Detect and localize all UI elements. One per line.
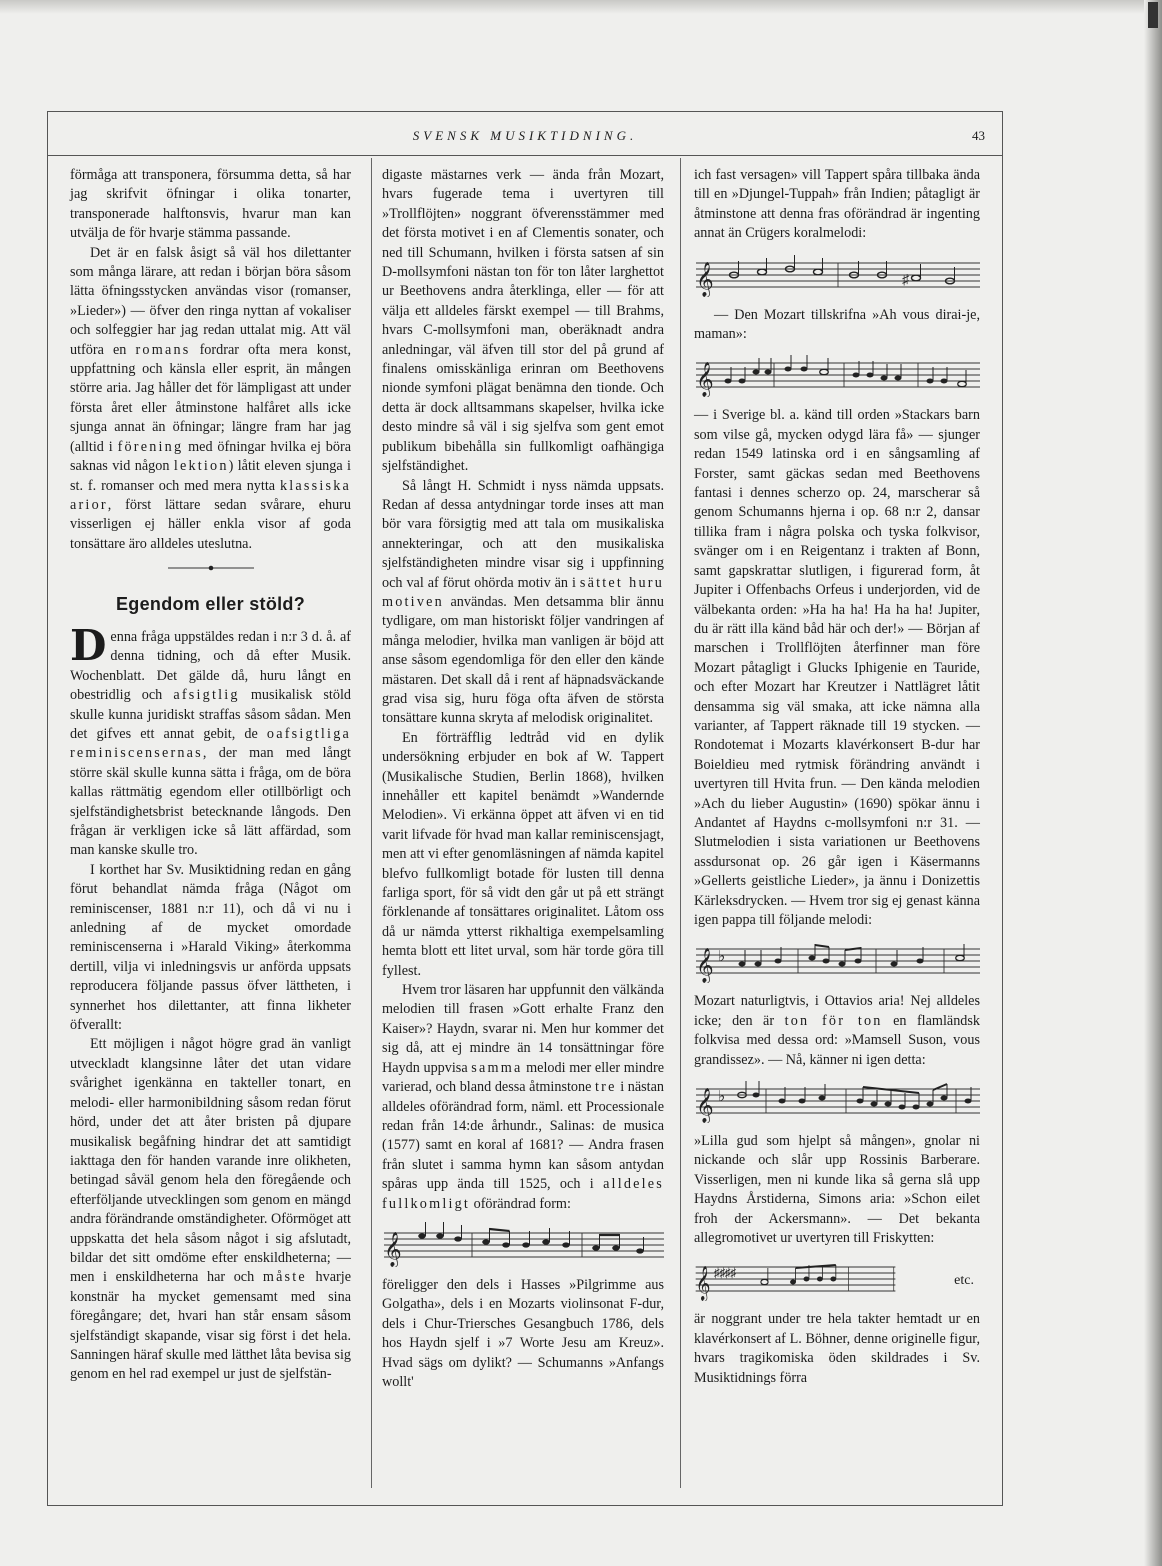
column-rule-2 [680, 158, 681, 1488]
paragraph [382, 477, 664, 729]
svg-text:♯♯♯♯: ♯♯♯♯ [714, 1265, 736, 1281]
column-3 [694, 166, 980, 1388]
running-header [47, 124, 1003, 156]
text: Hvem tror läsaren har uppfunnit den välkända melodien till frasen »Gott erhalte Franz den Kaiser»? Haydn, svarar ni. Men hur kommer det sig då, att ej mindre än 14 tonsättningar före Haydn uppvisa [382, 982, 664, 1076]
text: , der man med långt större skäl skulle kunna sätta i fråga, om de böra kallas rättmätig egendom eller otillbörligt och sjelfständighetsbrist betecknande långods. Den frågan är verkligen icke så lätt affärdad, som man kanske skulle tro. [70, 745, 351, 859]
journal-title: SVENSK MUSIKTIDNING. [412, 128, 638, 143]
paragraph: förmåga att transponera, försumma detta, så har jag skrifvit öfningar i olika tonarter, transponerade halftonsvis, hvarur man kan utvälja de för hvarje stämma passande. [70, 167, 351, 242]
drop-cap: D [70, 620, 107, 670]
text: hvarje konstnär ha mycket gemensamt med sina föregångare; det, hvari han står ensam såsom sjelfständigt skapande, visar sig först i det hela. Sanningen häraf skulle med lätthet låta bevisa sig genom en hel rad exempel ur just de sjelfstän- [70, 1269, 351, 1383]
spaced-text: ton för ton [784, 1012, 883, 1029]
paragraph: föreligger den dels i Hasses »Pilgrimme aus Golgatha», dels i en Mozarts violinsonat F-dur, dels i Chur-Triersches Gesangbuch 1786, dels hos Haydn sjelf i »7 Worte Jesu am Kreuz». Hvad sägs om dylikt? — Schumanns »Anfangs wollt' [382, 1276, 664, 1390]
text: , först lättare sedan svårare, ehuru visserligen ej häller enkla visor af goda tonsättare äro alldeles uteslutna. [70, 496, 351, 552]
paragraph [70, 244, 351, 555]
section-divider-ornament [70, 559, 351, 578]
paragraph: — i Sverige bl. a. känd till orden »Stackars barn som vilse gå, mycken odygd lära få» — sjunger redan 1549 latinska ord i en sångsamling af Forster, samt gäckas sedan med Beethovens fantasi i dennes scherzo op. 24, marscherar så genom Schumanns hjerna i op. 68 n:r 2, dansar tillika fram i några polska och tyska folkvisor, svänger om i en Reigentanz i trakten af Bonn, samt gapskrattar slutligen, i figurerad form, åt Jupiter i Offenbachs Orfeus i underjorden, vid de välbekanta orden: »Ha ha ha! Ha ha ha! Jupiter, du är rätt illa känd båd här och der!» — Början af marschen i Trollflöjten återfinner man före Mozart påtagligt i Glucks Iphigenie en Tauride, och efter Mozart har Kreutzer i Nattlägret låtit densamma sig väl smaka, att icke nämna alla varianter, af Tappert räknade till 19 stycken. — Rondotemat i Mozarts klavérkonsert B-dur har Boieldieu med rytmisk förändring användt i uvertyren till Hvita frun. — Den kända melodien »Ach du lieber Augustin» (1690) spökar ännu i Andantet af Haydns c-mollsymfoni n:r 31. — Slutmelodien i sista variationen ur Beethovens assdursonat op. 26 går igen i Käsermanns »Gellerts geistliche Lieder», ja ännu i Donizettis Kärleksdrycken. — Hvem tror sig ej genast känna igen pappa till följande melodi: [694, 407, 980, 928]
spaced-text: måste [262, 1269, 307, 1286]
text: musikalisk stöld skulle kunna juridiskt straffas såsom sådan. Men det gifves ett annat gebit, de [70, 687, 351, 742]
text: oförändrad form: [470, 1195, 571, 1212]
spaced-text: sättet huru motiven [382, 574, 664, 610]
paragraph: — Den Mozart tillskrifna »Ah vous dirai-je, maman»: [694, 306, 980, 343]
page-top-edge [0, 0, 1162, 14]
spaced-text: samma [471, 1059, 523, 1076]
music-staff-example [694, 937, 980, 983]
svg-text:♯: ♯ [902, 272, 909, 288]
music-staff-example [694, 251, 980, 297]
svg-text:𝄞: 𝄞 [696, 363, 714, 397]
etc-label: etc. [954, 1273, 974, 1289]
column-1 [70, 166, 351, 1385]
paragraph: »Lilla gud som hjelpt så mången», gnolar ni nickande och slår upp Rossinis Barberare. Visserligen, men ni kunde lika så gerna slå upp Haydns Årstiderna, Simons aria: »Schon eilet froh der Ackersmann». — Det bekanta allegromotivet ur uvertyren till Friskytten: [694, 1133, 980, 1247]
page-binding-edge [1144, 0, 1162, 1566]
spaced-text: tre [595, 1079, 617, 1096]
column-2 [382, 166, 664, 1392]
text: Ett möjligen i något högre grad än vanligt utveckladt klangsinne låter det utan vidare svårighet igenkänna en takteller tonart, en melodi- eller harmonibildning såsom redan förut hörd, under det att åter bristen på djupare musikalisk begåfning hindrar det att samtidigt iakttaga den för handen varande inre olikheten, betingad såväl genom hela den föregående och efterföljande utvecklingen som genom en mängd andra förändrande omständigheter. Oförmöget att uppskatta det hela såsom något i sig afslutadt, bildar det sitt omdöme efter enskildheterna; — men i enskildheterna har och [70, 1036, 351, 1286]
text: Det är en falsk åsigt så väl hos dilettanter som många lärare, att redan i början böra såsom lätta öfningsstycken användas visor (romanser, »Lieder») — öfver den ringa nyttan af vokaliser och solfeggier har jag redan uttalat mig. Att väl utföra en [70, 244, 351, 358]
spaced-text: oafsigtliga reminiscensernas [70, 725, 351, 762]
spaced-text: alldeles fullkomligt [382, 1176, 664, 1212]
spaced-text: afsigtlig [173, 687, 240, 704]
spaced-text: lektion [173, 458, 229, 475]
corner-mark [1148, 2, 1158, 28]
section-title: Egendom eller stöld? [115, 593, 306, 614]
paragraph [70, 620, 351, 861]
paragraph [694, 992, 980, 1070]
svg-text:𝄞: 𝄞 [384, 1232, 402, 1266]
svg-text:𝄞: 𝄞 [696, 1089, 714, 1123]
music-staff-example [694, 1255, 980, 1301]
paragraph [70, 1035, 351, 1384]
text: melodi mer eller mindre varierad, och bland dessa åtminstone [382, 1059, 664, 1096]
text: enna fråga uppstäldes redan i n:r 3 d. å. af denna tidning, och då efter Musik. Wochenblatt. Det gälde då, huru långt en obestridlig och [70, 628, 351, 704]
paragraph: En förträfflig ledtråd vid en dylik undersökning erbjuder en bok af W. Tappert (Musikalische Studien, Berlin 1868), hvilken innehåller ett kapitel benämdt »Wandernde Melodien». Vi erkänna öppet att äfven vi en tid varit lifvade för hvad man kallar reminiscensjagt, men att vi efter genomläsningen af nämda kapitel blefvo fullkomligt botade för lusten till denna farliga sport, för så vidt den går ut på ett strängt förklenande af tonsättares originalitet. Låtom oss då ur nämda ytterst rikhaltiga exempelsamling hemta blott ett litet urval, som här torde göra till fyllest. [382, 729, 664, 979]
header-rule [47, 155, 1003, 156]
paragraph: ich fast versagen» vill Tappert spåra tillbaka ända till en »Djungel-Tuppah» från Indien; påtagligt är åtminstone att denna fras oförändrad är ingenting annat än Crügers koralmelodi: [694, 167, 980, 242]
text: fordrar ofta mera konst, uppfattning och känsla eller esprit, än mången större aria. Jag håller det för lämpligast att under första året eller åtminstone halfåret alls icke sjunga annat än öfningar; längre fram har jag (alltid i [70, 341, 351, 455]
music-staff-example [382, 1221, 664, 1267]
svg-text:𝄞: 𝄞 [695, 1266, 711, 1300]
text: en flamländsk folkvisa med dessa ord: »Mamsell Suson, vous grandissez». — Nå, känner ni igen detta: [694, 1012, 981, 1068]
svg-text:𝄞: 𝄞 [696, 949, 714, 983]
text: Så långt H. Schmidt i nyss nämda uppsats. Redan af dessa antydningar torde inses att man bör vara försigtig med att tala om musikaliska annekteringar, och att den musikaliska sjelfständigheten mindre visar sig i uppfinning och val af förut ohörda motiv än i [382, 477, 664, 591]
paragraph: är noggrant under tre hela takter hemtadt ur en klavérkonsert af L. Böhner, denne originelle figur, hvars tragikomiska öden skildrades i Sv. Musiktidnings förra [694, 1311, 980, 1386]
text: ) låtit eleven sjunga i st. f. romanser och med mera nytta [70, 458, 351, 494]
text: användas. Men detsamma blir ännu tydligare, om man historiskt följer vandringen af många melodier, hvilka man vanligen är böjd att anse såsom egendomliga för den eller den kände mästaren. Det skall då i rent af häpnadsväckande grad visa sig, huru föga ofta äfven de största tonsättare kunna skryta af melodisk originalitet. [382, 593, 664, 727]
music-staff-example [694, 351, 980, 397]
text: Mozart naturligtvis, i Ottavios aria! Nej alldeles icke; den är [694, 993, 980, 1029]
svg-text:♭: ♭ [718, 949, 726, 966]
paragraph: digaste mästarnes verk — ända från Mozart, hvars fugerade tema i uvertyren till »Trollflöjten» noggrant öfverensstämmer med det första motivet i en af Clementis sonater, och ned till Schumann, hvilken i första satsen af sin D-mollsymfoni nästan ton för ton låter larghettot ur Beethovens andra återklinga, eller — för att välja ett alldeles färskt exempel — till Brahms, hvars C-mollsymfoni man, oberäknadt andra anledningar, väl äfven till stor del på grund af finalens omisskänliga erinran om Beethovens nionde symfoni plägat benämna den tionde. Och detta är dock alltsammans skapelser, hvilka icke desto mindre så väl i sig sjelfva som gent emot publikum bibehålla sin fullkomligt oafhängiga sjelfständighet. [382, 167, 664, 475]
paragraph [382, 981, 664, 1214]
text: i nästan alldeles oförändrad form, näml. ett Processionale redan från 14:de århundr., Salinas: de musica (1577) samt en koral af 1681? — Andra frasen från slutet i samma hymn kan såsom antydan spåras upp ända till 1525, och i [382, 1079, 665, 1193]
text: med öfningar hvilka ej böra saknas vid någon [70, 438, 352, 475]
spaced-text: förening [117, 438, 184, 455]
svg-text:♭: ♭ [718, 1089, 726, 1106]
paragraph: I korthet har Sv. Musiktidning redan en gång förut behandlat nämda fråga (Något om reminiscenser, 1881 n:r 11), och då vi nu i anledning af de mycket omordade reminiscenserna i »Harald Viking» återkomma dertill, vilja vi inledningsvis ur anförda uppsats reproducera följande passus öfver lättheten, i synnerhet hos dilettanter, att finna likheter öfverallt: [70, 861, 351, 1034]
spaced-text: romans [135, 341, 191, 358]
spaced-text: klassiska arior [70, 477, 351, 513]
page-number: 43 [972, 128, 985, 143]
music-staff-example [694, 1077, 980, 1123]
column-rule-1 [371, 158, 372, 1488]
svg-text:𝄞: 𝄞 [696, 262, 714, 296]
